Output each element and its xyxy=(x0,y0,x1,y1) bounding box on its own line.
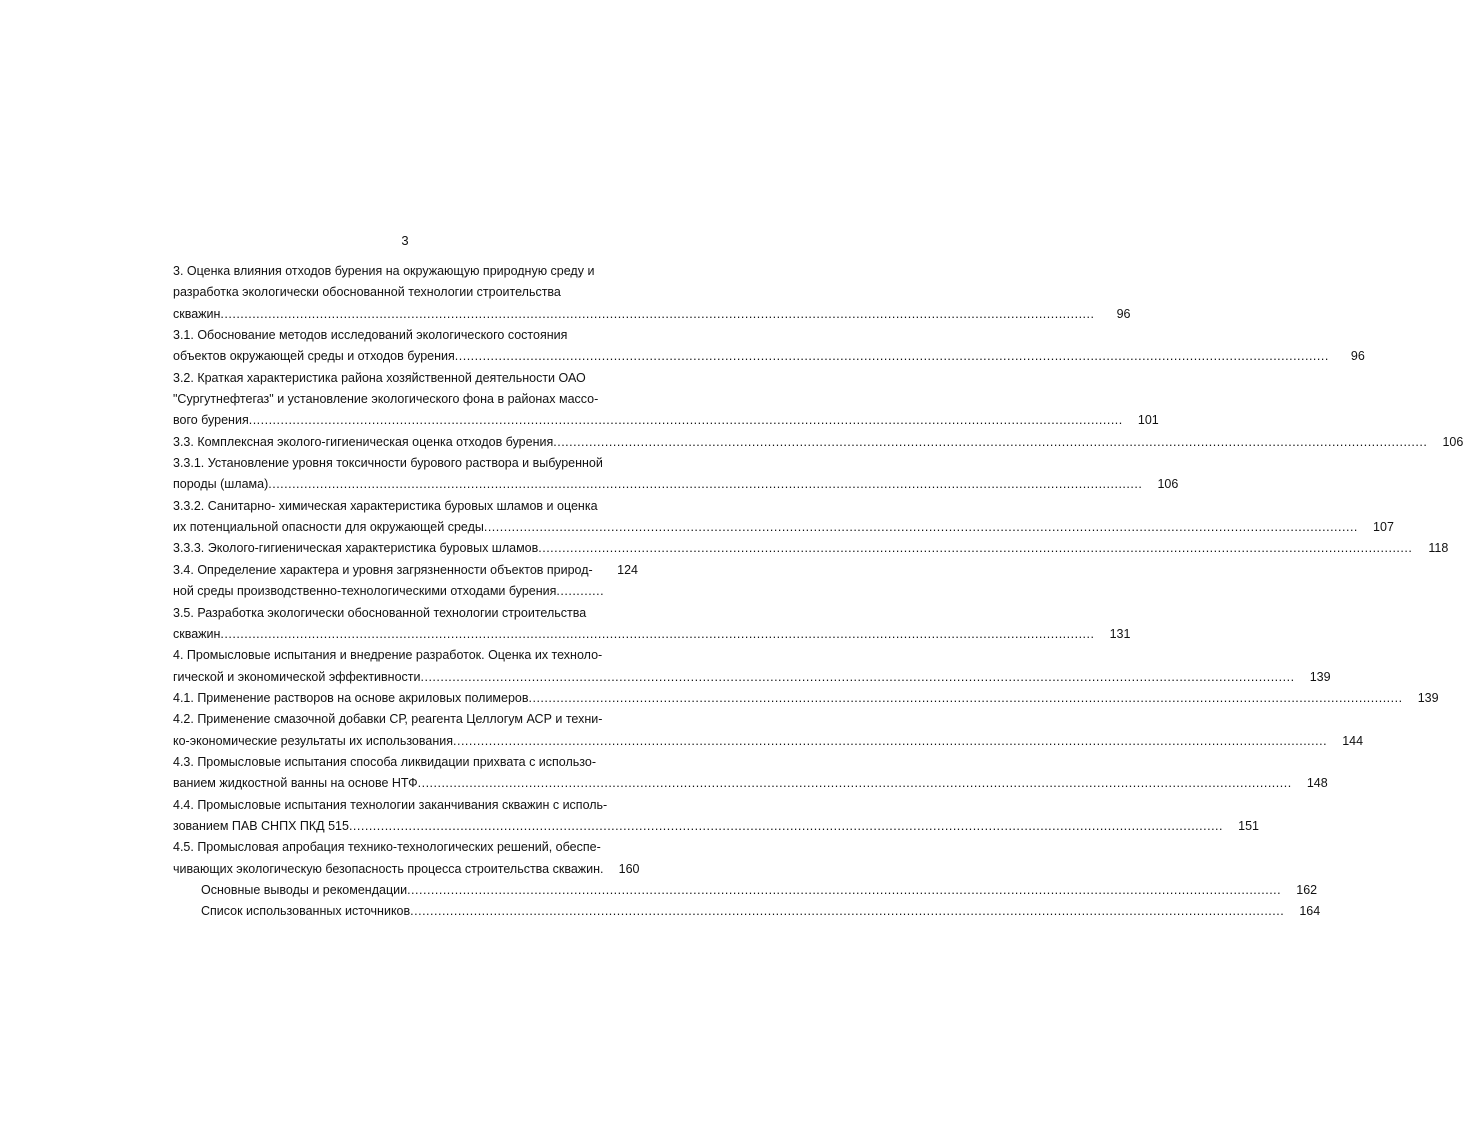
toc-line xyxy=(173,773,1328,794)
toc-entry-text: разработка экологически обоснованной технологии строительства xyxy=(173,285,561,300)
toc-entry xyxy=(173,261,1131,325)
toc-entry-text: 4. Промысловые испытания и внедрение разработок. Оценка их техноло- xyxy=(173,648,603,663)
toc-entry xyxy=(173,880,1318,901)
toc-page-number: 139 xyxy=(1417,690,1439,705)
toc-line xyxy=(173,282,638,303)
toc-line xyxy=(173,837,638,858)
toc-page-number: 151 xyxy=(1238,818,1259,833)
toc-page-number: 162 xyxy=(1296,882,1318,897)
toc-entry-text: породы (шлама) xyxy=(173,477,269,492)
toc-line xyxy=(173,325,638,346)
toc-entry xyxy=(173,368,1159,432)
toc-entry-text: зованием ПАВ СНПХ ПКД 515 xyxy=(173,818,349,833)
toc-line xyxy=(173,346,1365,367)
toc-line xyxy=(173,624,1131,645)
toc-page-number: 96 xyxy=(1116,306,1131,321)
toc-line xyxy=(173,389,638,410)
toc-entry xyxy=(173,901,1321,922)
toc-page-number: 106 xyxy=(1442,434,1463,449)
toc-entry xyxy=(173,325,1365,368)
toc-dot-leader: ............................................................................................................................................................................................................................ xyxy=(407,882,1282,897)
toc-line xyxy=(173,474,1179,495)
toc-line xyxy=(173,496,638,517)
toc-line xyxy=(173,368,638,389)
toc-entry xyxy=(173,645,1331,688)
toc-entry-text: их потенциальной опасности для окружающей среды xyxy=(173,520,484,535)
toc-page-number: 131 xyxy=(1109,626,1131,641)
toc-entry-text: объектов окружающей среды и отходов бурения xyxy=(173,349,455,364)
toc-entry-text: "Сургутнефтегаз" и установление экологического фона в районах массо- xyxy=(173,392,599,407)
toc-page-number: 96 xyxy=(1350,349,1365,364)
toc-entry-text: 3.2. Краткая характеристика района хозяйственной деятельности ОАО xyxy=(173,370,586,385)
toc-entry-text: 3.4. Определение характера и уровня загрязненности объектов природ- xyxy=(173,562,593,577)
toc-page-number: 124 xyxy=(617,562,638,577)
toc-dot-leader: ............................................................................................................................................................................................................................ xyxy=(483,520,1358,535)
toc-line xyxy=(173,645,638,666)
toc-entry-text: ванием жидкостной ванны на основе НТФ xyxy=(173,776,418,791)
toc-page-number: 106 xyxy=(1157,477,1179,492)
toc-line xyxy=(173,795,638,816)
toc-line xyxy=(173,538,1449,559)
toc-entry-text: 3.3. Комплексная эколого-гигиеническая оценка отходов бурения xyxy=(173,434,554,449)
toc-entry-text: 4.3. Промысловые испытания способа ликвидации прихвата с использо- xyxy=(173,754,596,769)
toc-dot-leader: ............ xyxy=(556,584,605,599)
toc-line xyxy=(173,731,1364,752)
toc-dot-leader: ............................................................................................................................................................................................................................ xyxy=(454,349,1329,364)
toc-page-number: 107 xyxy=(1373,520,1394,535)
toc-page-number: 118 xyxy=(1428,541,1449,556)
toc-entry-text: 3.1. Обоснование методов исследований экологического состояния xyxy=(173,328,568,343)
toc-entry xyxy=(173,752,1328,795)
toc-entry-text: 4.1. Применение растворов на основе акриловых полимеров xyxy=(173,690,529,705)
toc-line xyxy=(173,261,638,282)
toc-entry xyxy=(173,688,1439,709)
toc-entry-text: гической и экономической эффективности xyxy=(173,669,421,684)
toc-entry-text: 3.3.1. Установление уровня токсичности бурового раствора и выбуренной xyxy=(173,456,603,471)
toc-entry-text: Основные выводы и рекомендации xyxy=(201,882,408,897)
table-of-contents xyxy=(173,261,1463,923)
toc-line xyxy=(173,667,1331,688)
toc-line xyxy=(173,453,638,474)
toc-line xyxy=(173,304,1131,325)
toc-line xyxy=(173,560,638,581)
toc-entry-text: 3.3.2. Санитарно- химическая характеристика буровых шламов и оценка xyxy=(173,498,598,513)
toc-entry-text: чивающих экологическую безопасность процесса строительства скважин. xyxy=(173,861,604,876)
toc-entry-text: 3.5. Разработка экологически обоснованной технологии строительства xyxy=(173,605,587,620)
toc-line xyxy=(173,432,1463,453)
toc-entry-text: скважин xyxy=(173,626,221,641)
toc-entry-text: вого бурения xyxy=(173,413,249,428)
toc-line xyxy=(173,859,638,880)
toc-entry xyxy=(173,837,638,880)
toc-dot-leader: ............................................................................................................................................................................................................................ xyxy=(410,904,1285,919)
toc-line xyxy=(173,901,1321,922)
toc-dot-leader: ............................................................................................................................................................................................................................ xyxy=(538,541,1413,556)
toc-entry-text: 4.2. Применение смазочной добавки СР, реагента Целлогум АСР и техни- xyxy=(173,712,603,727)
toc-entry xyxy=(173,560,638,603)
toc-entry-text: Список использованных источников xyxy=(201,904,411,919)
toc-line xyxy=(173,752,638,773)
toc-entry-text: 3. Оценка влияния отходов бурения на окружающую природную среду и xyxy=(173,264,595,278)
toc-page-number: 139 xyxy=(1309,669,1331,684)
toc-entry xyxy=(173,432,1463,453)
toc-line xyxy=(173,517,1394,538)
toc-line xyxy=(173,581,638,602)
toc-dot-leader: ............................................................................................................................................................................................................................ xyxy=(528,690,1403,705)
toc-entry-text: скважин xyxy=(173,306,221,321)
toc-line xyxy=(173,603,638,624)
toc-entry-text: 4.4. Промысловые испытания технологии заканчивания скважин с исполь- xyxy=(173,797,608,812)
toc-entry xyxy=(173,709,1364,752)
toc-entry xyxy=(173,453,1179,496)
toc-line xyxy=(173,410,1159,431)
toc-page-number: 144 xyxy=(1342,733,1364,748)
toc-page-number: 148 xyxy=(1306,776,1328,791)
toc-entry xyxy=(173,795,1259,838)
toc-entry-text: ко-экономические результаты их использования xyxy=(173,733,453,748)
toc-page-number: 164 xyxy=(1299,904,1321,919)
toc-dot-leader: ............................................................................................................................................................................................................................ xyxy=(220,626,1095,641)
toc-dot-leader: ............................................................................................................................................................................................................................ xyxy=(553,434,1428,449)
toc-dot-leader: ............................................................................................................................................................................................................................ xyxy=(268,477,1143,492)
toc-dot-leader: ............................................................................................................................................................................................................................ xyxy=(420,669,1295,684)
toc-entry xyxy=(173,496,1394,539)
toc-entry-text: 4.5. Промысловая апробация технико-технологических решений, обеспе- xyxy=(173,840,601,855)
toc-dot-leader: ............................................................................................................................................................................................................................ xyxy=(453,733,1328,748)
toc-line xyxy=(173,816,1259,837)
toc-line xyxy=(173,688,1439,709)
toc-page-number: 160 xyxy=(618,861,640,876)
toc-page-number: 101 xyxy=(1137,413,1159,428)
toc-entry xyxy=(173,538,1449,559)
toc-dot-leader: ............................................................................................................................................................................................................................ xyxy=(220,306,1095,321)
toc-entry-text: ной среды производственно-технологическими отходами бурения xyxy=(173,584,557,599)
toc-dot-leader: ............................................................................................................................................................................................................................ xyxy=(348,818,1223,833)
toc-dot-leader: ............................................................................................................................................................................................................................ xyxy=(248,413,1123,428)
page-number: 3 xyxy=(401,233,409,248)
toc-line xyxy=(173,880,1318,901)
toc-dot-leader: ............................................................................................................................................................................................................................ xyxy=(417,776,1292,791)
toc-entry xyxy=(173,603,1131,646)
toc-line xyxy=(173,709,638,730)
toc-entry-text: 3.3.3. Эколого-гигиеническая характеристика буровых шламов xyxy=(173,541,539,556)
